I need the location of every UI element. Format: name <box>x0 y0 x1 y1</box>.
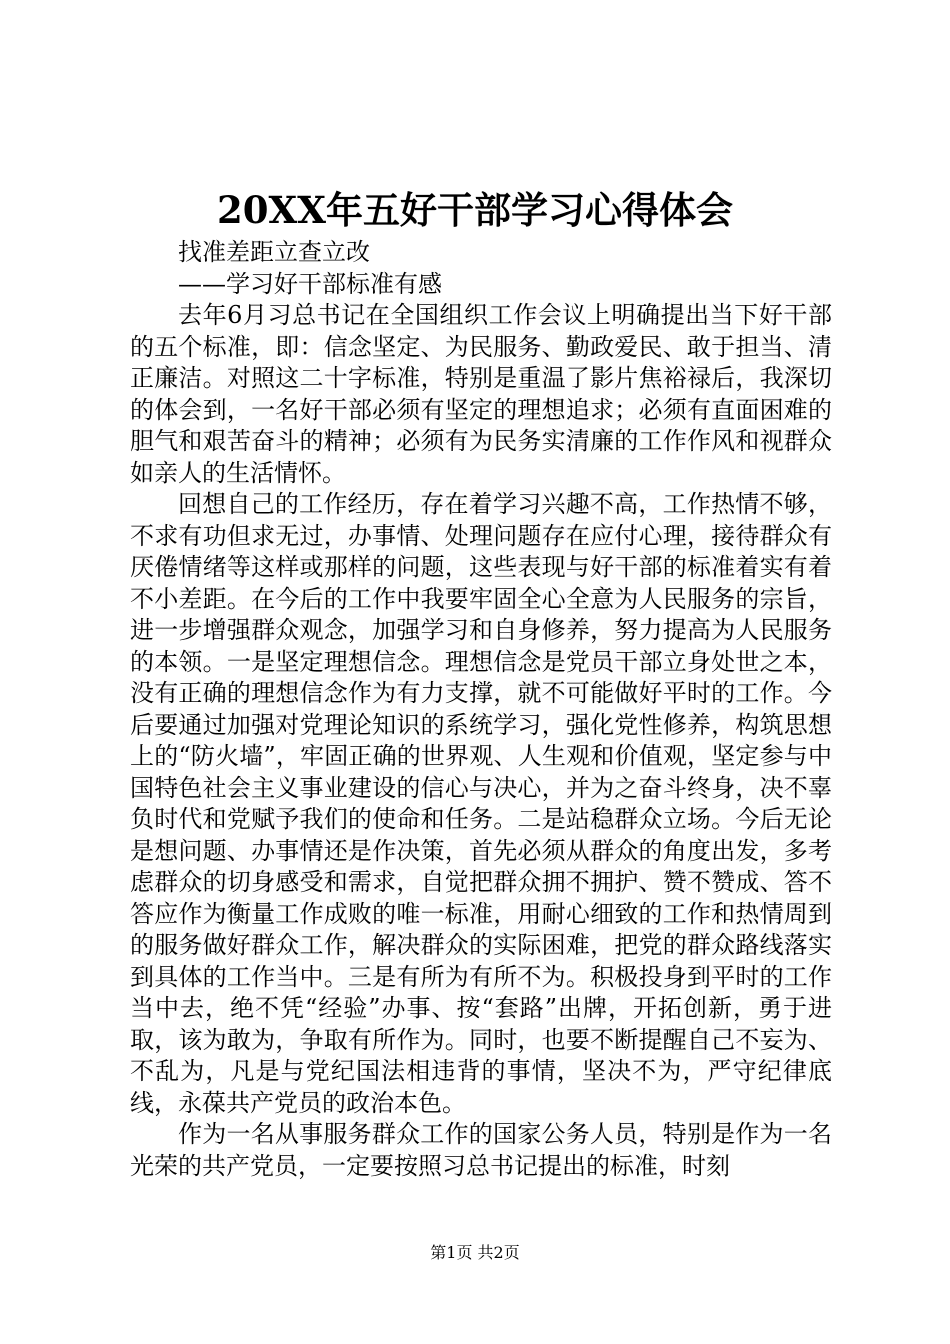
subtitle-line: ——学习好干部标准有感 <box>178 269 442 298</box>
body-paragraph: 作为一名从事服务群众工作的国家公务人员，特别是作为一名光荣的共产党员，一定要按照习总书记提出的标准，时刻 <box>130 1120 832 1180</box>
document-title: 20XX年五好干部学习心得体会 <box>217 188 733 232</box>
body-paragraph: 去年6月习总书记在全国组织工作会议上明确提出当下好干部的五个标准，即：信念坚定、为民服务、勤政爱民、敢于担当、清正廉洁。对照这二十字标准，特别是重温了影片焦裕禄后，我深切的体会到，一名好干部必须有坚定的理想追求；必须有直面困难的胆气和艰苦奋斗的精神；必须有为民务实清廉的工作作风和视群众如亲人的生活情怀。 <box>130 301 832 487</box>
page-number-footer: 第1页 共2页 <box>430 1243 520 1262</box>
subtitle-line: 找准差距立查立改 <box>178 238 370 266</box>
document-body <box>130 237 832 1182</box>
body-paragraph: 回想自己的工作经历，存在着学习兴趣不高，工作热情不够，不求有功但求无过，办事情、处理问题存在应付心理，接待群众有厌倦情绪等这样或那样的问题，这些表现与好干部的标准着实有着不小差距。在今后的工作中我要牢固全心全意为人民服务的宗旨，进一步增强群众观念，加强学习和自身修养，努力提高为人民服务的本领。一是坚定理想信念。理想信念是党员干部立身处世之本，没有正确的理想信念作为有力支撑，就不可能做好平时的工作。今后要通过加强对党理论知识的系统学习，强化党性修养，构筑思想上的“防火墙”，牢固正确的世界观、人生观和价值观，坚定参与中国特色社会主义事业建设的信心与决心，并为之奋斗终身，决不辜负时代和党赋予我们的使命和任务。二是站稳群众立场。今后无论是想问题、办事情还是作决策，首先必须从群众的角度出发，多考虑群众的切身感受和需求，自觉把群众拥不拥护、赞不赞成、答不答应作为衡量工作成败的唯一标准，用耐心细致的工作和热情周到的服务做好群众工作，解决群众的实际困难，把党的群众路线落实到具体的工作当中。三是有所为有所不为。积极投身到平时的工作当中去，绝不凭“经验”办事、按“套路”出牌，开拓创新，勇于进取，该为敢为，争取有所作为。同时，也要不断提醒自己不妄为、不乱为，凡是与党纪国法相违背的事情，坚决不为，严守纪律底线，永葆共产党员的政治本色。 <box>130 490 832 1117</box>
